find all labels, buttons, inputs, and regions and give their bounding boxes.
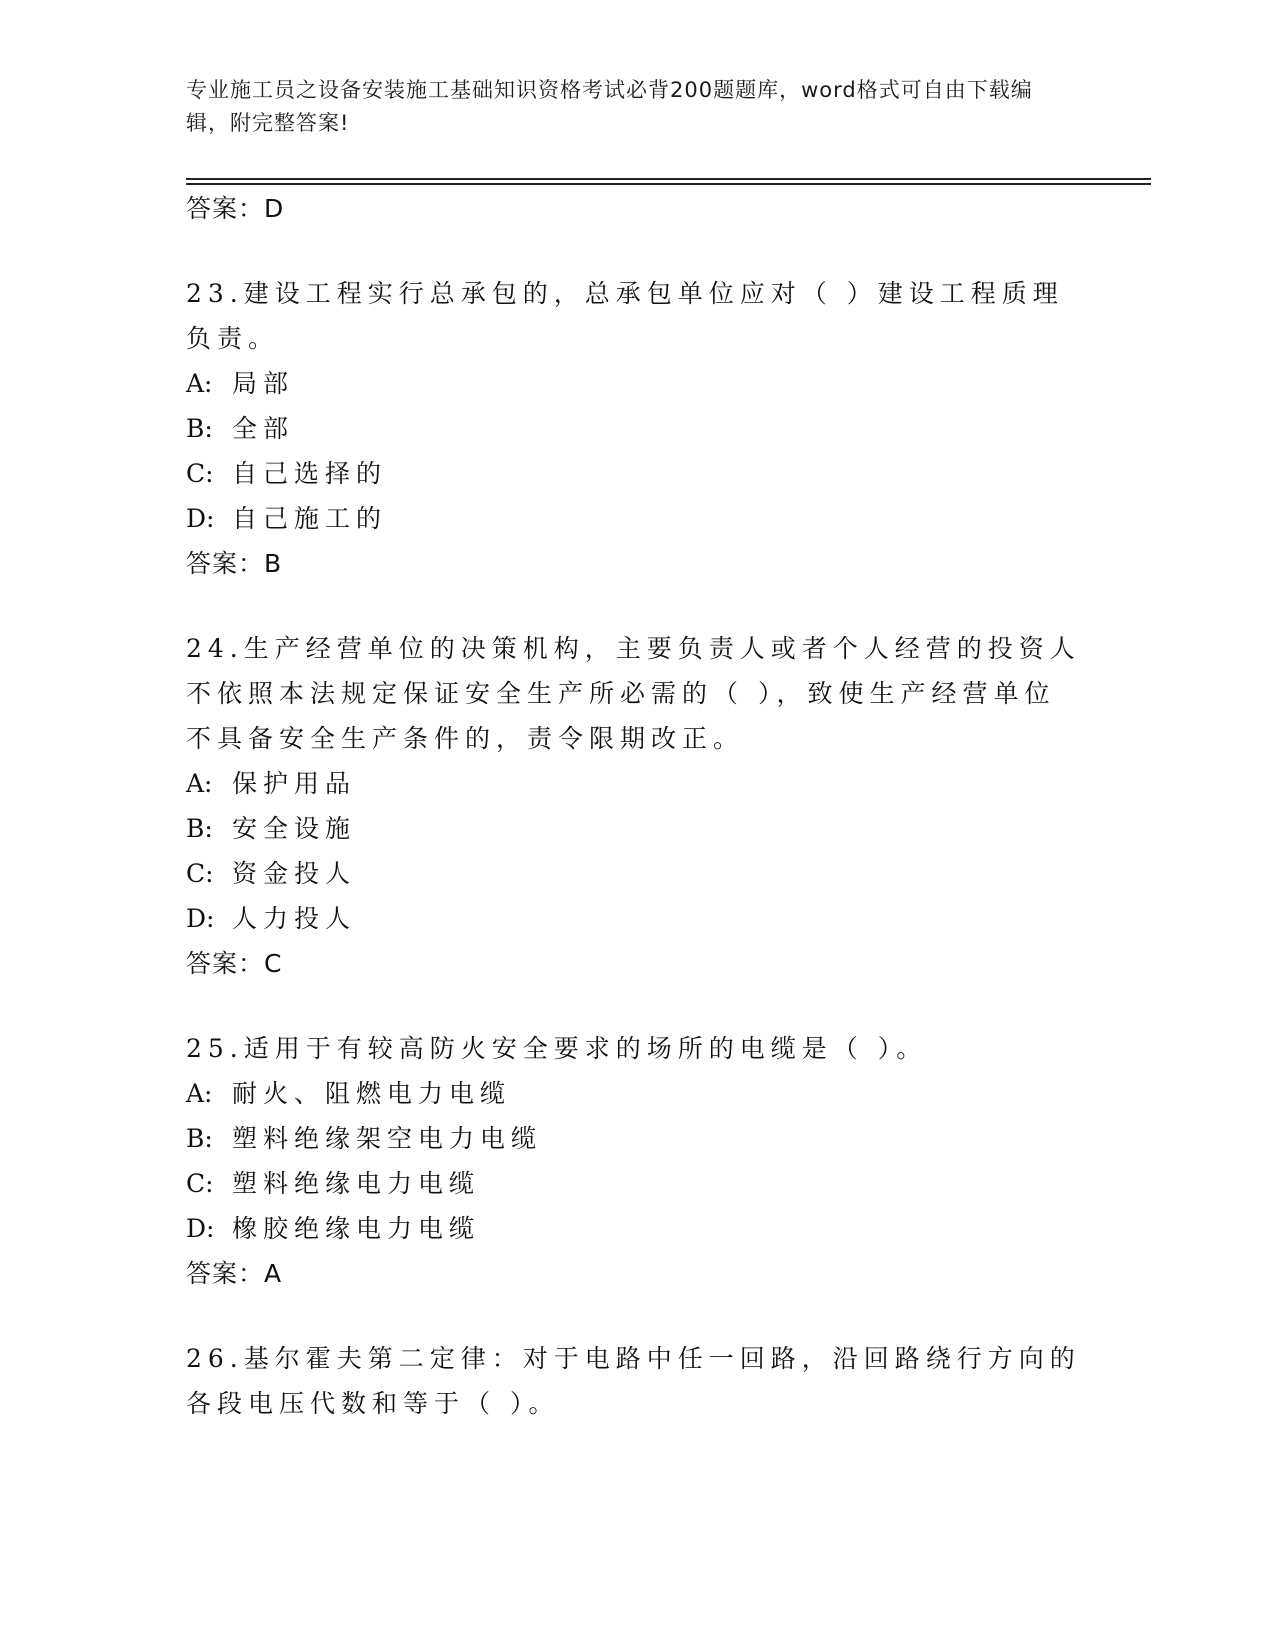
option-c (186, 851, 1086, 896)
option-text: 保护用品 (232, 769, 357, 798)
option-letter: B: (186, 814, 213, 843)
option-d (186, 1206, 1086, 1251)
option-a (186, 1071, 1086, 1116)
option-text: 耐火、阻燃电力电缆 (232, 1079, 512, 1108)
option-d (186, 896, 1086, 941)
option-letter: C: (186, 859, 214, 888)
document-header: 专业施工员之设备安装施工基础知识资格考试必背200题题库，word格式可自由下载编辑，附完整答案! (186, 78, 1033, 135)
option-text: 塑料绝缘架空电力电缆 (232, 1124, 543, 1153)
option-a (186, 761, 1086, 806)
option-letter: B: (186, 414, 213, 443)
question-block (186, 1026, 1086, 1296)
option-text: 橡胶绝缘电力电缆 (232, 1214, 481, 1243)
option-c (186, 451, 1086, 496)
option-b (186, 1116, 1086, 1161)
option-a (186, 361, 1086, 406)
answer-line: 答案：C (186, 949, 283, 978)
option-letter: A: (186, 369, 213, 398)
option-text: 全部 (232, 414, 295, 443)
option-letter: A: (186, 769, 213, 798)
question-stem: 24.生产经营单位的决策机构，主要负责人或者个人经营的投资人不依照本法规定保证安全生产所必需的（ ），致使生产经营单位不具备安全生产条件的，责令限期改正。 (186, 634, 1081, 753)
option-b (186, 806, 1086, 851)
header-rule (186, 178, 1151, 180)
previous-answer: 答案：D (186, 194, 285, 223)
option-d (186, 496, 1086, 541)
option-letter: D: (186, 904, 215, 933)
option-letter: A: (186, 1079, 213, 1108)
option-letter: C: (186, 1169, 214, 1198)
option-text: 塑料绝缘电力电缆 (232, 1169, 481, 1198)
question-stem: 25.适用于有较高防火安全要求的场所的电缆是（ ）。 (186, 1034, 928, 1063)
option-letter: D: (186, 504, 215, 533)
option-text: 自己施工的 (232, 504, 388, 533)
question-stem: 23.建设工程实行总承包的，总承包单位应对（ ）建设工程质理负责。 (186, 279, 1064, 353)
option-text: 安全设施 (232, 814, 357, 843)
question-stem: 26.基尔霍夫第二定律：对于电路中任一回路，沿回路绕行方向的各段电压代数和等于（ ）。 (186, 1344, 1081, 1418)
option-letter: B: (186, 1124, 213, 1153)
option-text: 局部 (232, 369, 295, 398)
header-rule (186, 183, 1151, 185)
question-block (186, 271, 1086, 586)
option-letter: C: (186, 459, 214, 488)
option-text: 人力投人 (232, 904, 357, 933)
option-text: 资金投人 (232, 859, 357, 888)
question-list (186, 186, 1086, 1426)
question-block (186, 1336, 1086, 1426)
option-text: 自己选择的 (232, 459, 388, 488)
answer-line: 答案：A (186, 1259, 283, 1288)
question-block (186, 626, 1086, 986)
answer-line: 答案：B (186, 549, 283, 578)
option-b (186, 406, 1086, 451)
option-c (186, 1161, 1086, 1206)
option-letter: D: (186, 1214, 215, 1243)
